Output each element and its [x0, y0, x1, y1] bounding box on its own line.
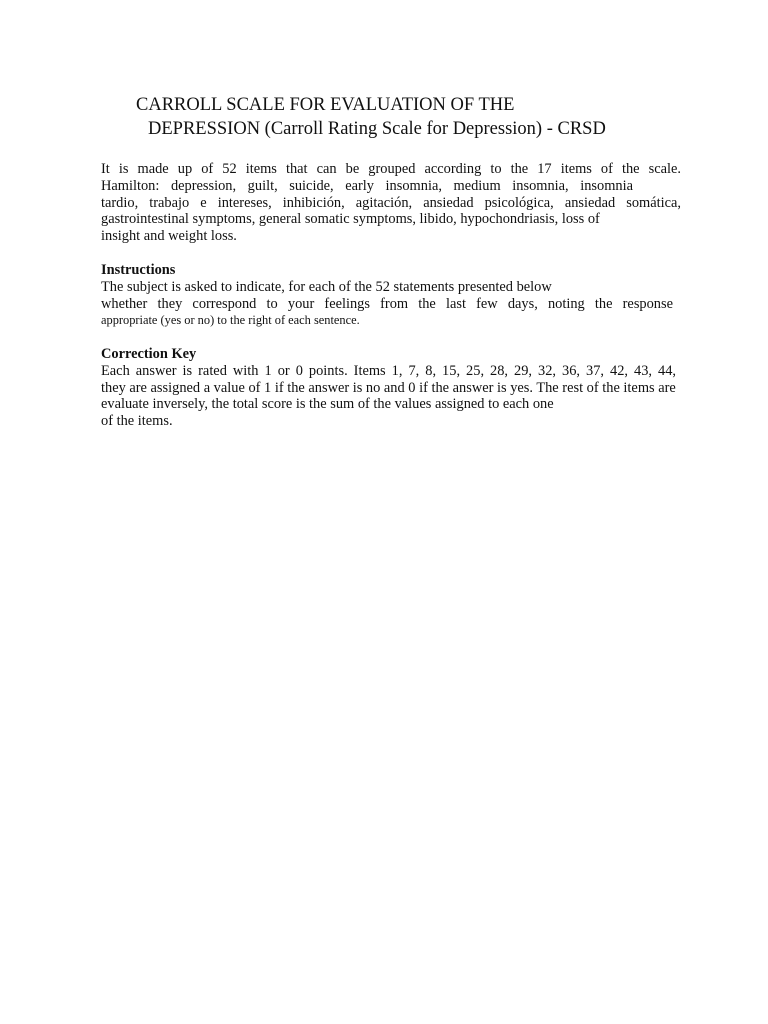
instructions-line: appropriate (yes or no) to the right of each sentence. [101, 313, 360, 328]
instructions-line: The subject is asked to indicate, for each of the 52 statements presented below [101, 278, 552, 295]
correction-line: they are assigned a value of 1 if the answer is no and 0 if the answer is yes. The rest of the items are [101, 379, 676, 396]
intro-line: tardio, trabajo e intereses, inhibición, agitación, ansiedad psicológica, ansiedad somática, [101, 194, 681, 211]
correction-line: of the items. [101, 413, 173, 430]
instructions-line: whether they correspond to your feelings from the last few days, noting the response [101, 295, 673, 312]
correction-key-heading: Correction Key [101, 346, 197, 362]
correction-line: Each answer is rated with 1 or 0 points. Items 1, 7, 8, 15, 25, 28, 29, 32, 36, 37, 42, 43, 44, [101, 362, 676, 379]
intro-line: insight and weight loss. [101, 228, 237, 245]
instructions-heading: Instructions [101, 262, 176, 278]
correction-key-section [101, 346, 721, 430]
intro-paragraph [101, 161, 721, 245]
intro-line: gastrointestinal symptoms, general somatic symptoms, libido, hypochondriasis, loss of [101, 211, 600, 228]
document-title [100, 93, 720, 141]
instructions-section [101, 262, 721, 329]
title-line-1: CARROLL SCALE FOR EVALUATION OF THE [136, 95, 515, 115]
correction-line: evaluate inversely, the total score is the sum of the values assigned to each one [101, 396, 554, 413]
intro-line: It is made up of 52 items that can be grouped according to the 17 items of the scale. [101, 161, 681, 177]
title-line-2: DEPRESSION (Carroll Rating Scale for Depression) - CRSD [148, 119, 606, 139]
intro-line: Hamilton: depression, guilt, suicide, early insomnia, medium insomnia, insomnia [101, 177, 633, 194]
